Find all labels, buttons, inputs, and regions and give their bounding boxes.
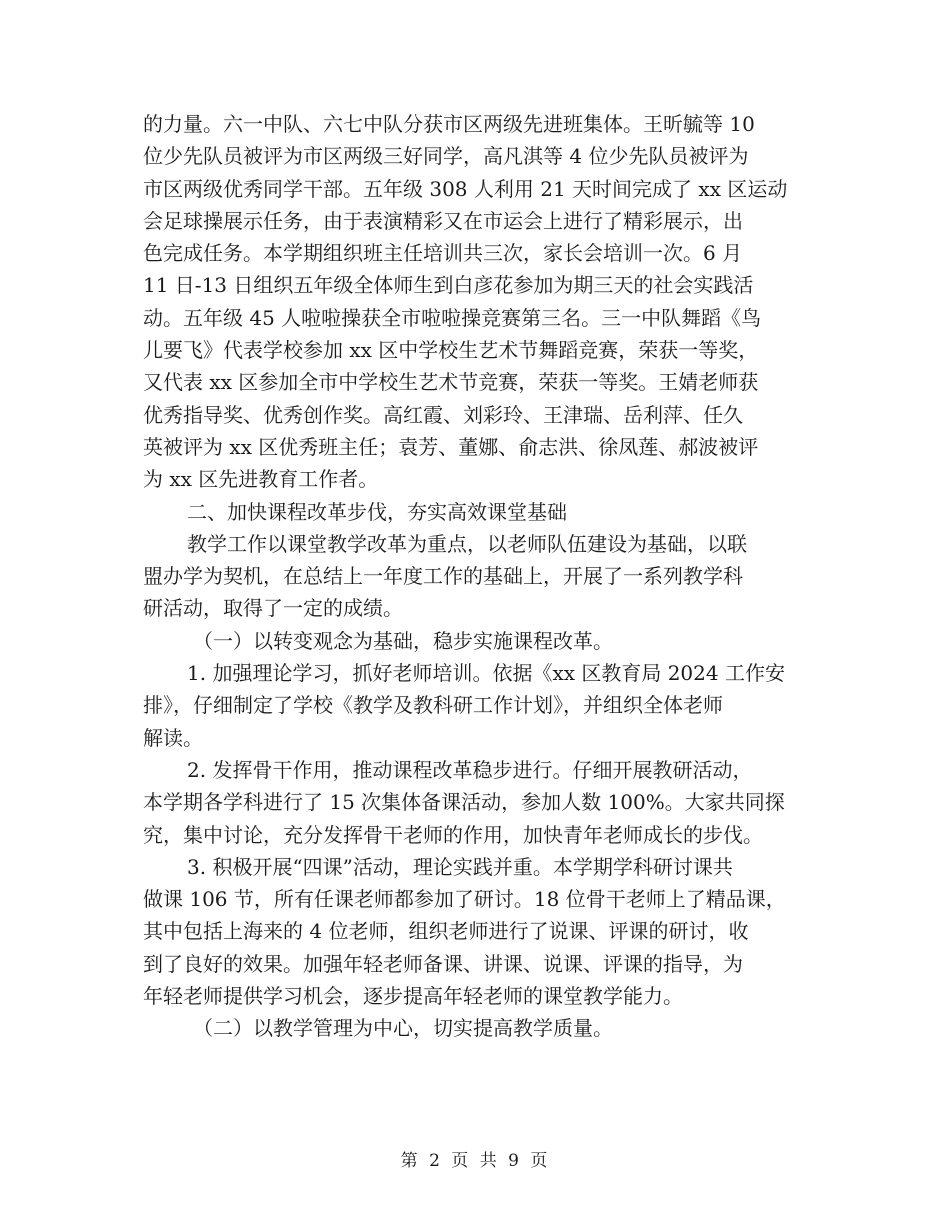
text-line-4: 会足球操展示任务，由于表演精彩又在市运会上进行了精彩展示，出 [143,208,743,233]
text-line-15: 盟办学为契机，在总结上一年度工作的基础上，开展了一系列教学科 [143,564,743,589]
text-line-2: 位少先队员被评为市区两级三好同学，高凡淇等 4 位少先队员被评为 [143,144,749,169]
text-line-3: 市区两级优秀同学干部。五年级 308 人利用 21 天时间完成了 xx 区运动 [143,176,788,201]
text-line-12: 为 xx 区先进教育工作者。 [143,467,379,492]
text-line-26: 其中包括上海来的 4 位老师，组织老师进行了说课、评课的研讨，收 [143,919,749,944]
text-line-28: 年轻老师提供学习机会，逐步提高年轻老师的课堂教学能力。 [143,984,683,1009]
text-line-1: 的力量。六一中队、六七中队分获市区两级先进班集体。王昕毓等 10 [143,112,755,136]
document-body [143,108,808,1045]
text-line-9: 又代表 xx 区参加全市中学校生艺术节竞赛，荣获一等奖。王婧老师获 [143,370,759,395]
text-line-6: 11 日-13 日组织五年级全体师生到白彦花参加为期三天的社会实践活 [143,273,754,298]
section-heading-2: 二、加快课程改革步伐，夯实高效课堂基础 [187,499,567,524]
text-line-5: 色完成任务。本学期组织班主任培训共三次，家长会培训一次。6 月 [143,241,743,266]
text-line-21: 2. 发挥骨干作用，推动课程改革稳步进行。仔细开展教研活动， [187,757,753,782]
text-line-11: 英被评为 xx 区优秀班主任；袁芳、董娜、俞志洪、徐凤莲、郝波被评 [143,434,759,459]
text-line-14: 教学工作以课堂教学改革为重点，以老师队伍建设为基础，以联 [187,531,747,556]
text-line-23: 究，集中讨论，充分发挥骨干老师的作用，加快青年老师成长的步伐。 [143,822,763,847]
subsection-heading-2: （二）以教学管理为中心，切实提高教学质量。 [193,1016,613,1041]
text-line-25: 做课 106 节，所有任课老师都参加了研讨。18 位骨干老师上了精品课， [143,887,786,912]
text-line-27: 到了良好的效果。加强年轻老师备课、讲课、说课、评课的指导，为 [143,951,743,976]
page-footer: 第 2 页 共 9 页 [400,1151,550,1171]
text-line-20: 解读。 [143,725,203,750]
text-line-10: 优秀指导奖、优秀创作奖。高红霞、刘彩玲、王津瑞、岳利萍、任久 [143,402,743,427]
text-line-7: 动。五年级 45 人啦啦操获全市啦啦操竞赛第三名。三一中队舞蹈《鸟 [143,305,762,330]
text-line-8: 儿要飞》代表学校参加 xx 区中学校生艺术节舞蹈竞赛，荣获一等奖， [143,338,759,363]
text-line-22: 本学期各学科进行了 15 次集体备课活动，参加人数 100%。大家共同探 [143,790,785,815]
text-line-18: 1. 加强理论学习，抓好老师培训。依据《xx 区教育局 2024 工作安 [187,661,785,686]
subsection-heading-1: （一）以转变观念为基础，稳步实施课程改革。 [193,628,613,653]
text-line-19: 排》，仔细制定了学校《教学及教科研工作计划》，并组织全体老师 [143,693,723,718]
text-line-16: 研活动，取得了一定的成绩。 [143,596,403,621]
text-line-24: 3. 积极开展“四课”活动，理论实践并重。本学期学科研讨课共 [187,854,733,879]
